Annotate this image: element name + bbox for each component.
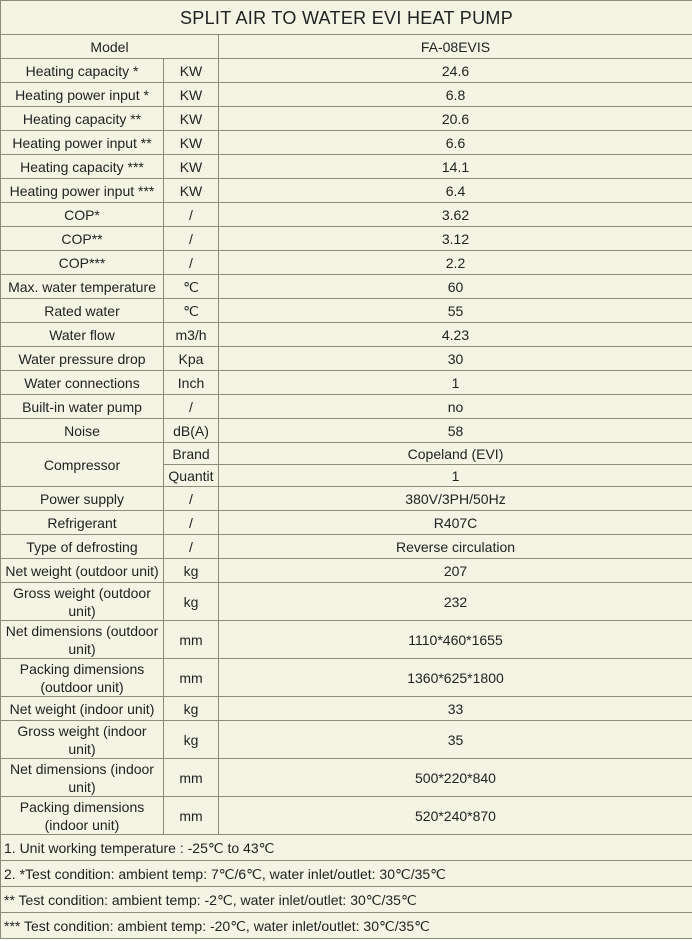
spec-value: 4.23 [219, 323, 692, 347]
note-text: ** Test condition: ambient temp: -2℃, water inlet/outlet: 30℃/35℃ [1, 887, 692, 913]
spec-label: COP*** [1, 251, 164, 275]
spec-label: Type of defrosting [1, 535, 164, 559]
spec-unit: mm [164, 659, 219, 697]
spec-value: 6.8 [219, 83, 692, 107]
spec-label: Rated water [1, 299, 164, 323]
spec-unit: mm [164, 759, 219, 797]
spec-row [1, 697, 692, 721]
spec-label: Noise [1, 419, 164, 443]
spec-row [1, 323, 692, 347]
spec-row [1, 299, 692, 323]
spec-unit: mm [164, 797, 219, 835]
note-row [1, 913, 692, 939]
spec-value: 20.6 [219, 107, 692, 131]
spec-value: 24.6 [219, 59, 692, 83]
spec-label: COP* [1, 203, 164, 227]
spec-unit: KW [164, 131, 219, 155]
spec-label: COP** [1, 227, 164, 251]
spec-value: 1110*460*1655 [219, 621, 692, 659]
compressor-label: Compressor [1, 443, 164, 487]
spec-value: 1 [219, 371, 692, 395]
spec-value: 35 [219, 721, 692, 759]
spec-value: 2.2 [219, 251, 692, 275]
spec-unit: Inch [164, 371, 219, 395]
spec-row [1, 83, 692, 107]
spec-unit: / [164, 395, 219, 419]
spec-label: Water connections [1, 371, 164, 395]
spec-label: Power supply [1, 487, 164, 511]
spec-label: Net dimensions (indoor unit) [1, 759, 164, 797]
spec-unit: ℃ [164, 275, 219, 299]
spec-row [1, 203, 692, 227]
spec-value: 3.62 [219, 203, 692, 227]
spec-label: Net weight (indoor unit) [1, 697, 164, 721]
spec-value: 55 [219, 299, 692, 323]
note-text: *** Test condition: ambient temp: -20℃, water inlet/outlet: 30℃/35℃ [1, 913, 692, 939]
spec-unit: KW [164, 179, 219, 203]
spec-row [1, 347, 692, 371]
spec-row [1, 227, 692, 251]
compressor-quantity-label: Quantit [164, 465, 219, 487]
spec-row [1, 251, 692, 275]
spec-unit: / [164, 227, 219, 251]
spec-value: 232 [219, 583, 692, 621]
spec-value: 500*220*840 [219, 759, 692, 797]
spec-value: no [219, 395, 692, 419]
spec-value: 207 [219, 559, 692, 583]
spec-row [1, 535, 692, 559]
spec-row [1, 621, 692, 659]
spec-value: 1360*625*1800 [219, 659, 692, 697]
spec-unit: KW [164, 59, 219, 83]
spec-row [1, 131, 692, 155]
spec-row [1, 275, 692, 299]
spec-value: Reverse circulation [219, 535, 692, 559]
spec-unit: / [164, 511, 219, 535]
spec-unit: KW [164, 107, 219, 131]
spec-row [1, 797, 692, 835]
spec-unit: kg [164, 559, 219, 583]
spec-unit: mm [164, 621, 219, 659]
spec-unit: kg [164, 697, 219, 721]
note-text: 1. Unit working temperature : -25℃ to 43℃ [1, 835, 692, 861]
spec-label: Refrigerant [1, 511, 164, 535]
compressor-quantity-value: 1 [219, 465, 692, 487]
spec-row [1, 659, 692, 697]
spec-unit: Kpa [164, 347, 219, 371]
spec-row [1, 395, 692, 419]
spec-unit: KW [164, 155, 219, 179]
spec-label: Gross weight (indoor unit) [1, 721, 164, 759]
model-value: FA-08EVIS [219, 35, 692, 59]
spec-label: Heating capacity ** [1, 107, 164, 131]
spec-value: 6.6 [219, 131, 692, 155]
spec-label: Packing dimensions (indoor unit) [1, 797, 164, 835]
spec-label: Gross weight (outdoor unit) [1, 583, 164, 621]
spec-row [1, 371, 692, 395]
spec-label: Built-in water pump [1, 395, 164, 419]
spec-unit: dB(A) [164, 419, 219, 443]
spec-unit: m3/h [164, 323, 219, 347]
compressor-brand-row [1, 443, 692, 465]
spec-value: 33 [219, 697, 692, 721]
spec-label: Max. water temperature [1, 275, 164, 299]
compressor-brand-label: Brand [164, 443, 219, 465]
note-text: 2. *Test condition: ambient temp: 7℃/6℃, water inlet/outlet: 30℃/35℃ [1, 861, 692, 887]
spec-label: Heating capacity * [1, 59, 164, 83]
spec-value: 30 [219, 347, 692, 371]
spec-row [1, 721, 692, 759]
spec-row [1, 107, 692, 131]
spec-value: 58 [219, 419, 692, 443]
spec-row [1, 759, 692, 797]
table-title: SPLIT AIR TO WATER EVI HEAT PUMP [1, 1, 692, 35]
note-row [1, 887, 692, 913]
spec-unit: ℃ [164, 299, 219, 323]
spec-unit: / [164, 203, 219, 227]
spec-label: Heating power input *** [1, 179, 164, 203]
spec-unit: / [164, 487, 219, 511]
spec-label: Water flow [1, 323, 164, 347]
spec-label: Net dimensions (outdoor unit) [1, 621, 164, 659]
spec-unit: KW [164, 83, 219, 107]
spec-row [1, 419, 692, 443]
compressor-brand-value: Copeland (EVI) [219, 443, 692, 465]
spec-row [1, 487, 692, 511]
spec-value: 520*240*870 [219, 797, 692, 835]
spec-row [1, 179, 692, 203]
spec-value: 380V/3PH/50Hz [219, 487, 692, 511]
spec-label: Heating capacity *** [1, 155, 164, 179]
spec-value: 3.12 [219, 227, 692, 251]
spec-unit: / [164, 535, 219, 559]
spec-row [1, 155, 692, 179]
spec-row [1, 583, 692, 621]
spec-value: 60 [219, 275, 692, 299]
spec-label: Water pressure drop [1, 347, 164, 371]
spec-unit: kg [164, 583, 219, 621]
spec-label: Heating power input * [1, 83, 164, 107]
spec-value: R407C [219, 511, 692, 535]
spec-unit: kg [164, 721, 219, 759]
model-label: Model [1, 35, 219, 59]
spec-row [1, 559, 692, 583]
spec-row [1, 59, 692, 83]
spec-label: Net weight (outdoor unit) [1, 559, 164, 583]
note-row [1, 861, 692, 887]
note-row [1, 835, 692, 861]
spec-value: 6.4 [219, 179, 692, 203]
spec-label: Packing dimensions (outdoor unit) [1, 659, 164, 697]
spec-row [1, 511, 692, 535]
model-row [1, 35, 692, 59]
spec-unit: / [164, 251, 219, 275]
spec-value: 14.1 [219, 155, 692, 179]
spec-label: Heating power input ** [1, 131, 164, 155]
